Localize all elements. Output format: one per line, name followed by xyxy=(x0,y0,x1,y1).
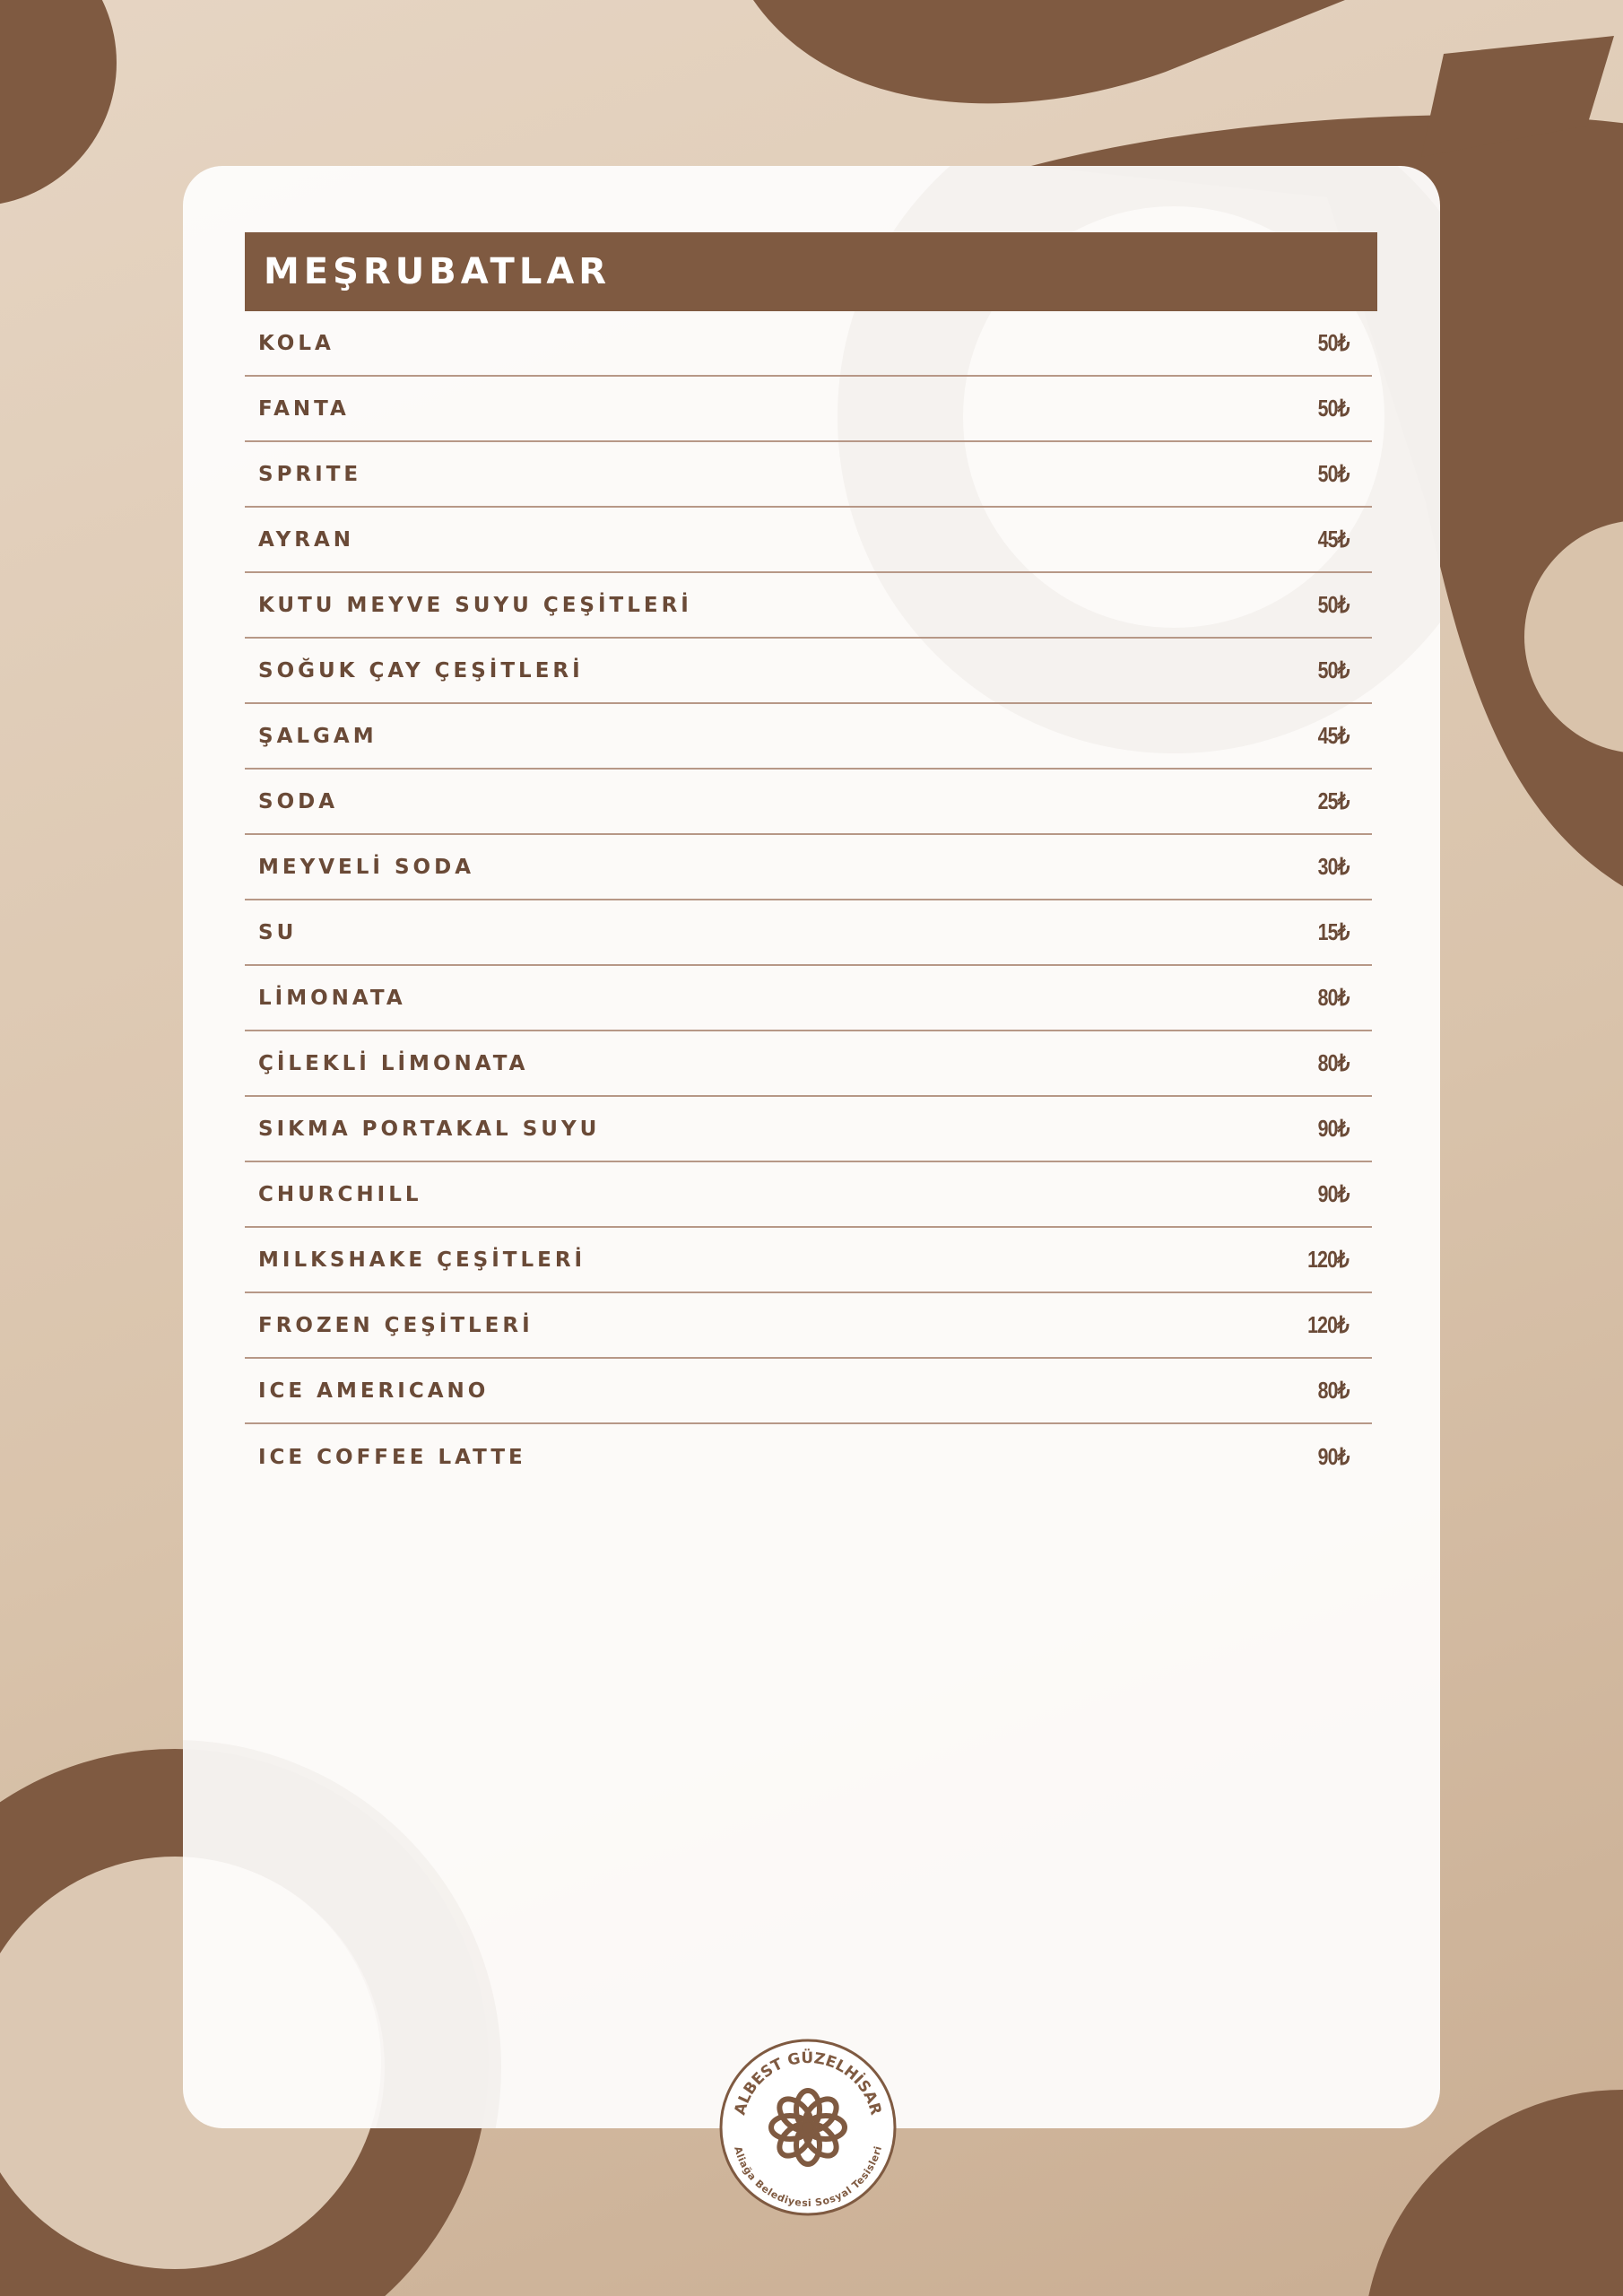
item-price: 80₺ xyxy=(1317,1049,1349,1076)
item-price: 120₺ xyxy=(1307,1311,1349,1338)
item-price: 120₺ xyxy=(1307,1246,1349,1273)
item-name: ICE AMERICANO xyxy=(258,1378,490,1403)
menu-item xyxy=(245,966,1372,1031)
item-price: 90₺ xyxy=(1317,1443,1349,1470)
item-price: 50₺ xyxy=(1317,395,1349,422)
item-name: ÇİLEKLİ LİMONATA xyxy=(258,1051,529,1075)
item-price: 50₺ xyxy=(1317,460,1349,487)
item-price: 80₺ xyxy=(1317,984,1349,1011)
menu-list xyxy=(245,311,1372,1490)
menu-item xyxy=(245,835,1372,900)
menu-item xyxy=(245,1097,1372,1162)
item-price: 30₺ xyxy=(1317,853,1349,880)
item-price: 45₺ xyxy=(1317,526,1349,552)
item-name: SIKMA PORTAKAL SUYU xyxy=(258,1117,601,1141)
item-price: 50₺ xyxy=(1317,591,1349,618)
logo-top-text: ALBEST GÜZELHİSAR xyxy=(731,2048,885,2118)
menu-item xyxy=(245,1031,1372,1097)
item-name: ICE COFFEE LATTE xyxy=(258,1445,526,1469)
item-price: 45₺ xyxy=(1317,722,1349,749)
item-name: LİMONATA xyxy=(258,986,406,1010)
item-name: MEYVELİ SODA xyxy=(258,855,474,879)
item-name: AYRAN xyxy=(258,527,355,552)
logo-bottom-text: Aliağa Belediyesi Sosyal Tesisleri xyxy=(732,2144,884,2210)
menu-item xyxy=(245,1424,1372,1490)
item-price: 15₺ xyxy=(1317,918,1349,945)
item-price: 90₺ xyxy=(1317,1115,1349,1142)
menu-item xyxy=(245,639,1372,704)
item-name: KOLA xyxy=(258,331,334,355)
item-price: 25₺ xyxy=(1317,787,1349,814)
menu-item xyxy=(245,311,1372,377)
menu-card xyxy=(183,166,1440,2128)
item-name: SODA xyxy=(258,789,339,813)
menu-item xyxy=(245,900,1372,966)
menu-item xyxy=(245,1228,1372,1293)
item-price: 50₺ xyxy=(1317,657,1349,683)
item-name: SOĞUK ÇAY ÇEŞİTLERİ xyxy=(258,658,584,683)
item-price: 50₺ xyxy=(1317,329,1349,356)
menu-item xyxy=(245,770,1372,835)
item-price: 80₺ xyxy=(1317,1377,1349,1404)
item-name: SU xyxy=(258,920,298,944)
menu-item xyxy=(245,508,1372,573)
menu-item xyxy=(245,1293,1372,1359)
item-name: FANTA xyxy=(258,396,350,421)
item-name: CHURCHILL xyxy=(258,1182,422,1206)
item-name: KUTU MEYVE SUYU ÇEŞİTLERİ xyxy=(258,593,692,617)
menu-item xyxy=(245,704,1372,770)
menu-item xyxy=(245,442,1372,508)
menu-item xyxy=(245,573,1372,639)
menu-item xyxy=(245,1162,1372,1228)
albest-logo xyxy=(718,2038,898,2217)
item-name: FROZEN ÇEŞİTLERİ xyxy=(258,1313,534,1337)
item-price: 90₺ xyxy=(1317,1180,1349,1207)
item-name: ŞALGAM xyxy=(258,724,378,748)
menu-item xyxy=(245,1359,1372,1424)
item-name: MILKSHAKE ÇEŞİTLERİ xyxy=(258,1248,586,1272)
item-name: SPRITE xyxy=(258,462,362,486)
menu-item xyxy=(245,377,1372,442)
section-title: MEŞRUBATLAR xyxy=(264,251,612,292)
section-header xyxy=(245,232,1377,311)
